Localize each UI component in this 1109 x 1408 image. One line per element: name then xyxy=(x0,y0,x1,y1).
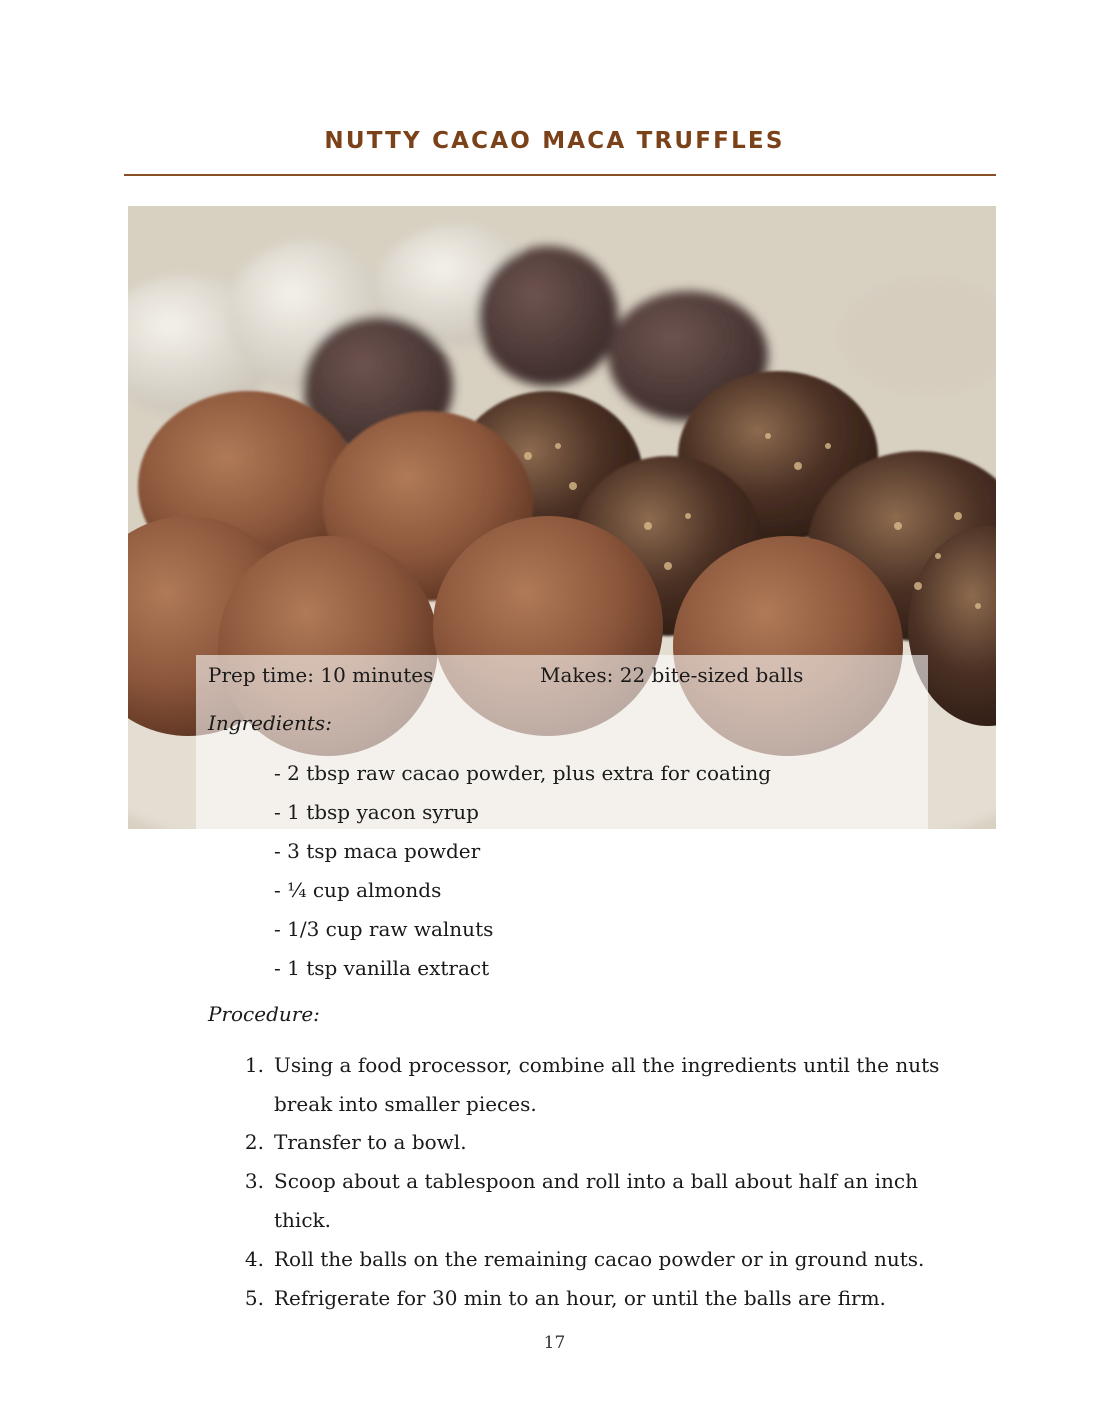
procedure-heading: Procedure: xyxy=(208,1002,320,1026)
title-rule xyxy=(124,174,996,176)
step-text: break into smaller pieces. xyxy=(274,1092,537,1116)
ingredient-item: - 1 tsp vanilla extract xyxy=(274,956,490,980)
ingredients-heading: Ingredients: xyxy=(208,711,332,735)
ingredient-item: - 2 tbsp raw cacao powder, plus extra for coating xyxy=(274,761,772,785)
step-number: 2. xyxy=(244,1130,264,1154)
prep-time: Prep time: 10 minutes xyxy=(208,663,434,687)
makes-count: Makes: 22 bite-sized balls xyxy=(540,663,804,687)
ingredient-item: - 3 tsp maca powder xyxy=(274,839,481,863)
step-number: 1. xyxy=(244,1053,264,1077)
page-number: 17 xyxy=(543,1333,566,1353)
recipe-title: NUTTY CACAO MACA TRUFFLES xyxy=(324,128,785,154)
step-text: Refrigerate for 30 min to an hour, or until the balls are firm. xyxy=(274,1286,886,1310)
step-text: Scoop about a tablespoon and roll into a ball about half an inch xyxy=(274,1169,918,1193)
step-number: 3. xyxy=(244,1169,264,1193)
ingredient-item: - ¼ cup almonds xyxy=(274,878,442,902)
ingredient-item: - 1 tbsp yacon syrup xyxy=(274,800,479,824)
ingredient-item: - 1/3 cup raw walnuts xyxy=(274,917,494,941)
step-number: 5. xyxy=(244,1286,264,1310)
step-number: 4. xyxy=(244,1247,264,1271)
step-text: Using a food processor, combine all the ingredients until the nuts xyxy=(274,1053,940,1077)
step-text: Transfer to a bowl. xyxy=(274,1130,467,1154)
step-text: thick. xyxy=(274,1208,331,1232)
step-text: Roll the balls on the remaining cacao powder or in ground nuts. xyxy=(274,1247,925,1271)
